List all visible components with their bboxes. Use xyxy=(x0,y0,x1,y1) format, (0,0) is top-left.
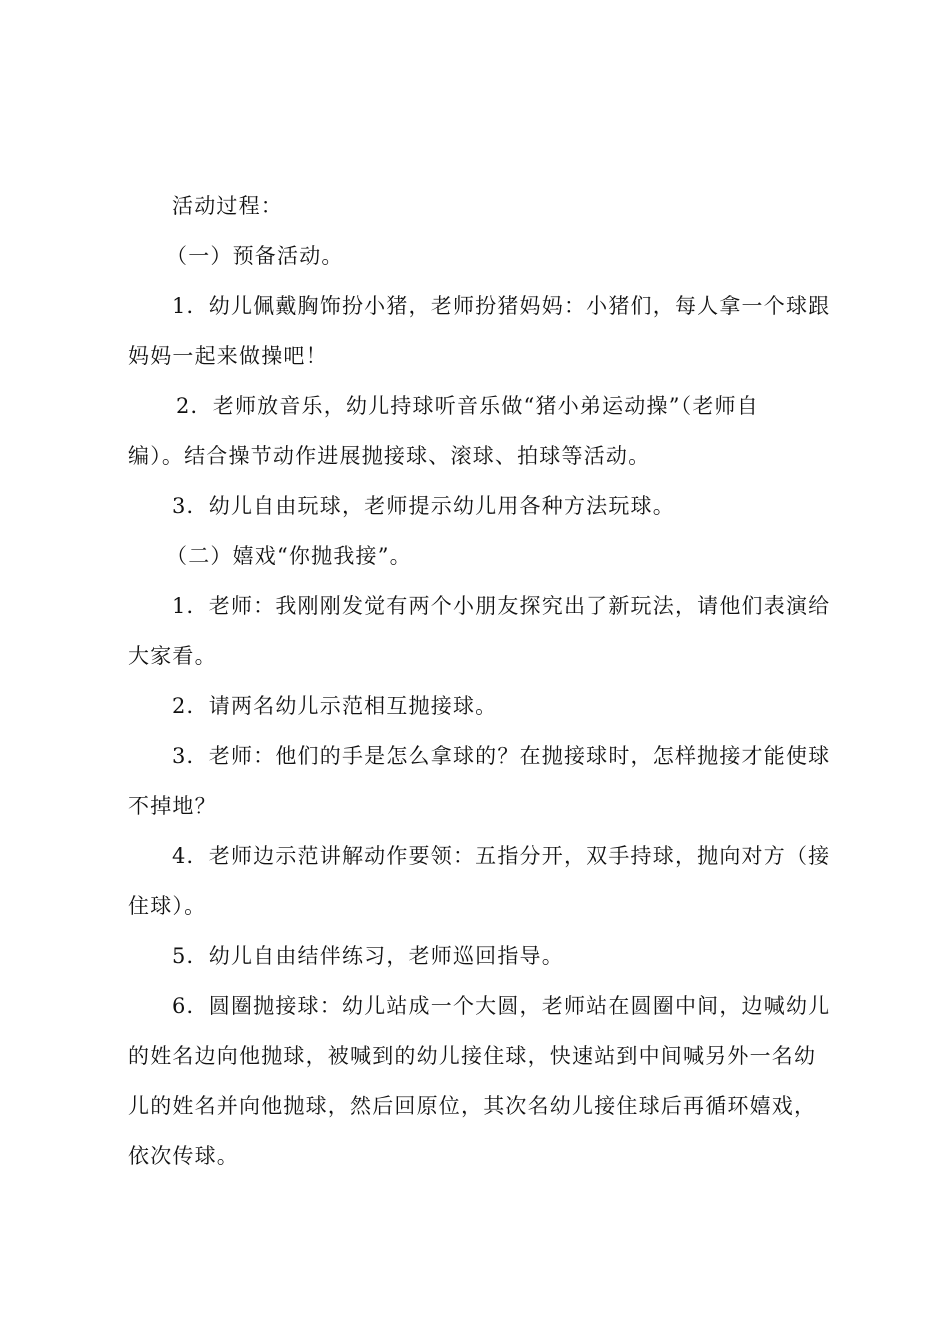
paragraph-line: 不掉地？ xyxy=(128,794,217,818)
paragraph-line: 3．老师：他们的手是怎么拿球的？在抛接球时，怎样抛接才能使球 xyxy=(172,744,831,768)
paragraph-line: 3．幼儿自由玩球，老师提示幼儿用各种方法玩球。 xyxy=(172,494,675,518)
paragraph-line: 编）。结合操节动作进展抛接球、滚球、拍球等活动。 xyxy=(128,444,651,468)
paragraph-line: 儿的姓名并向他抛球，然后回原位，其次名幼儿接住球后再循环嬉戏， xyxy=(128,1094,817,1118)
paragraph-line: 4．老师边示范讲解动作要领：五指分开，双手持球，抛向对方（接 xyxy=(172,844,831,868)
paragraph-line: 依次传球。 xyxy=(128,1144,239,1168)
section-heading: 活动过程： xyxy=(172,194,283,218)
paragraph-line: 6．圆圈抛接球：幼儿站成一个大圆，老师站在圆圈中间，边喊幼儿 xyxy=(172,994,831,1018)
subsection-heading: （一）预备活动。 xyxy=(166,244,344,268)
paragraph-line: 1．老师：我刚刚发觉有两个小朋友探究出了新玩法，请他们表演给 xyxy=(172,594,831,618)
paragraph-line: 2．请两名幼儿示范相互抛接球。 xyxy=(172,694,498,718)
paragraph-line: 2．老师放音乐，幼儿持球听音乐做“猪小弟运动操”（老师自 xyxy=(176,394,759,418)
paragraph-line: 1．幼儿佩戴胸饰扮小猪，老师扮猪妈妈：小猪们，每人拿一个球跟 xyxy=(172,294,831,318)
paragraph-line: 的姓名边向他抛球，被喊到的幼儿接住球，快速站到中间喊另外一名幼 xyxy=(128,1044,817,1068)
paragraph-line: 住球）。 xyxy=(128,894,207,918)
paragraph-line: 妈妈一起来做操吧！ xyxy=(128,344,328,368)
paragraph-line: 大家看。 xyxy=(128,644,217,668)
paragraph-line: 5．幼儿自由结伴练习，老师巡回指导。 xyxy=(172,944,564,968)
subsection-heading: （二）嬉戏“你抛我接”。 xyxy=(166,544,412,568)
